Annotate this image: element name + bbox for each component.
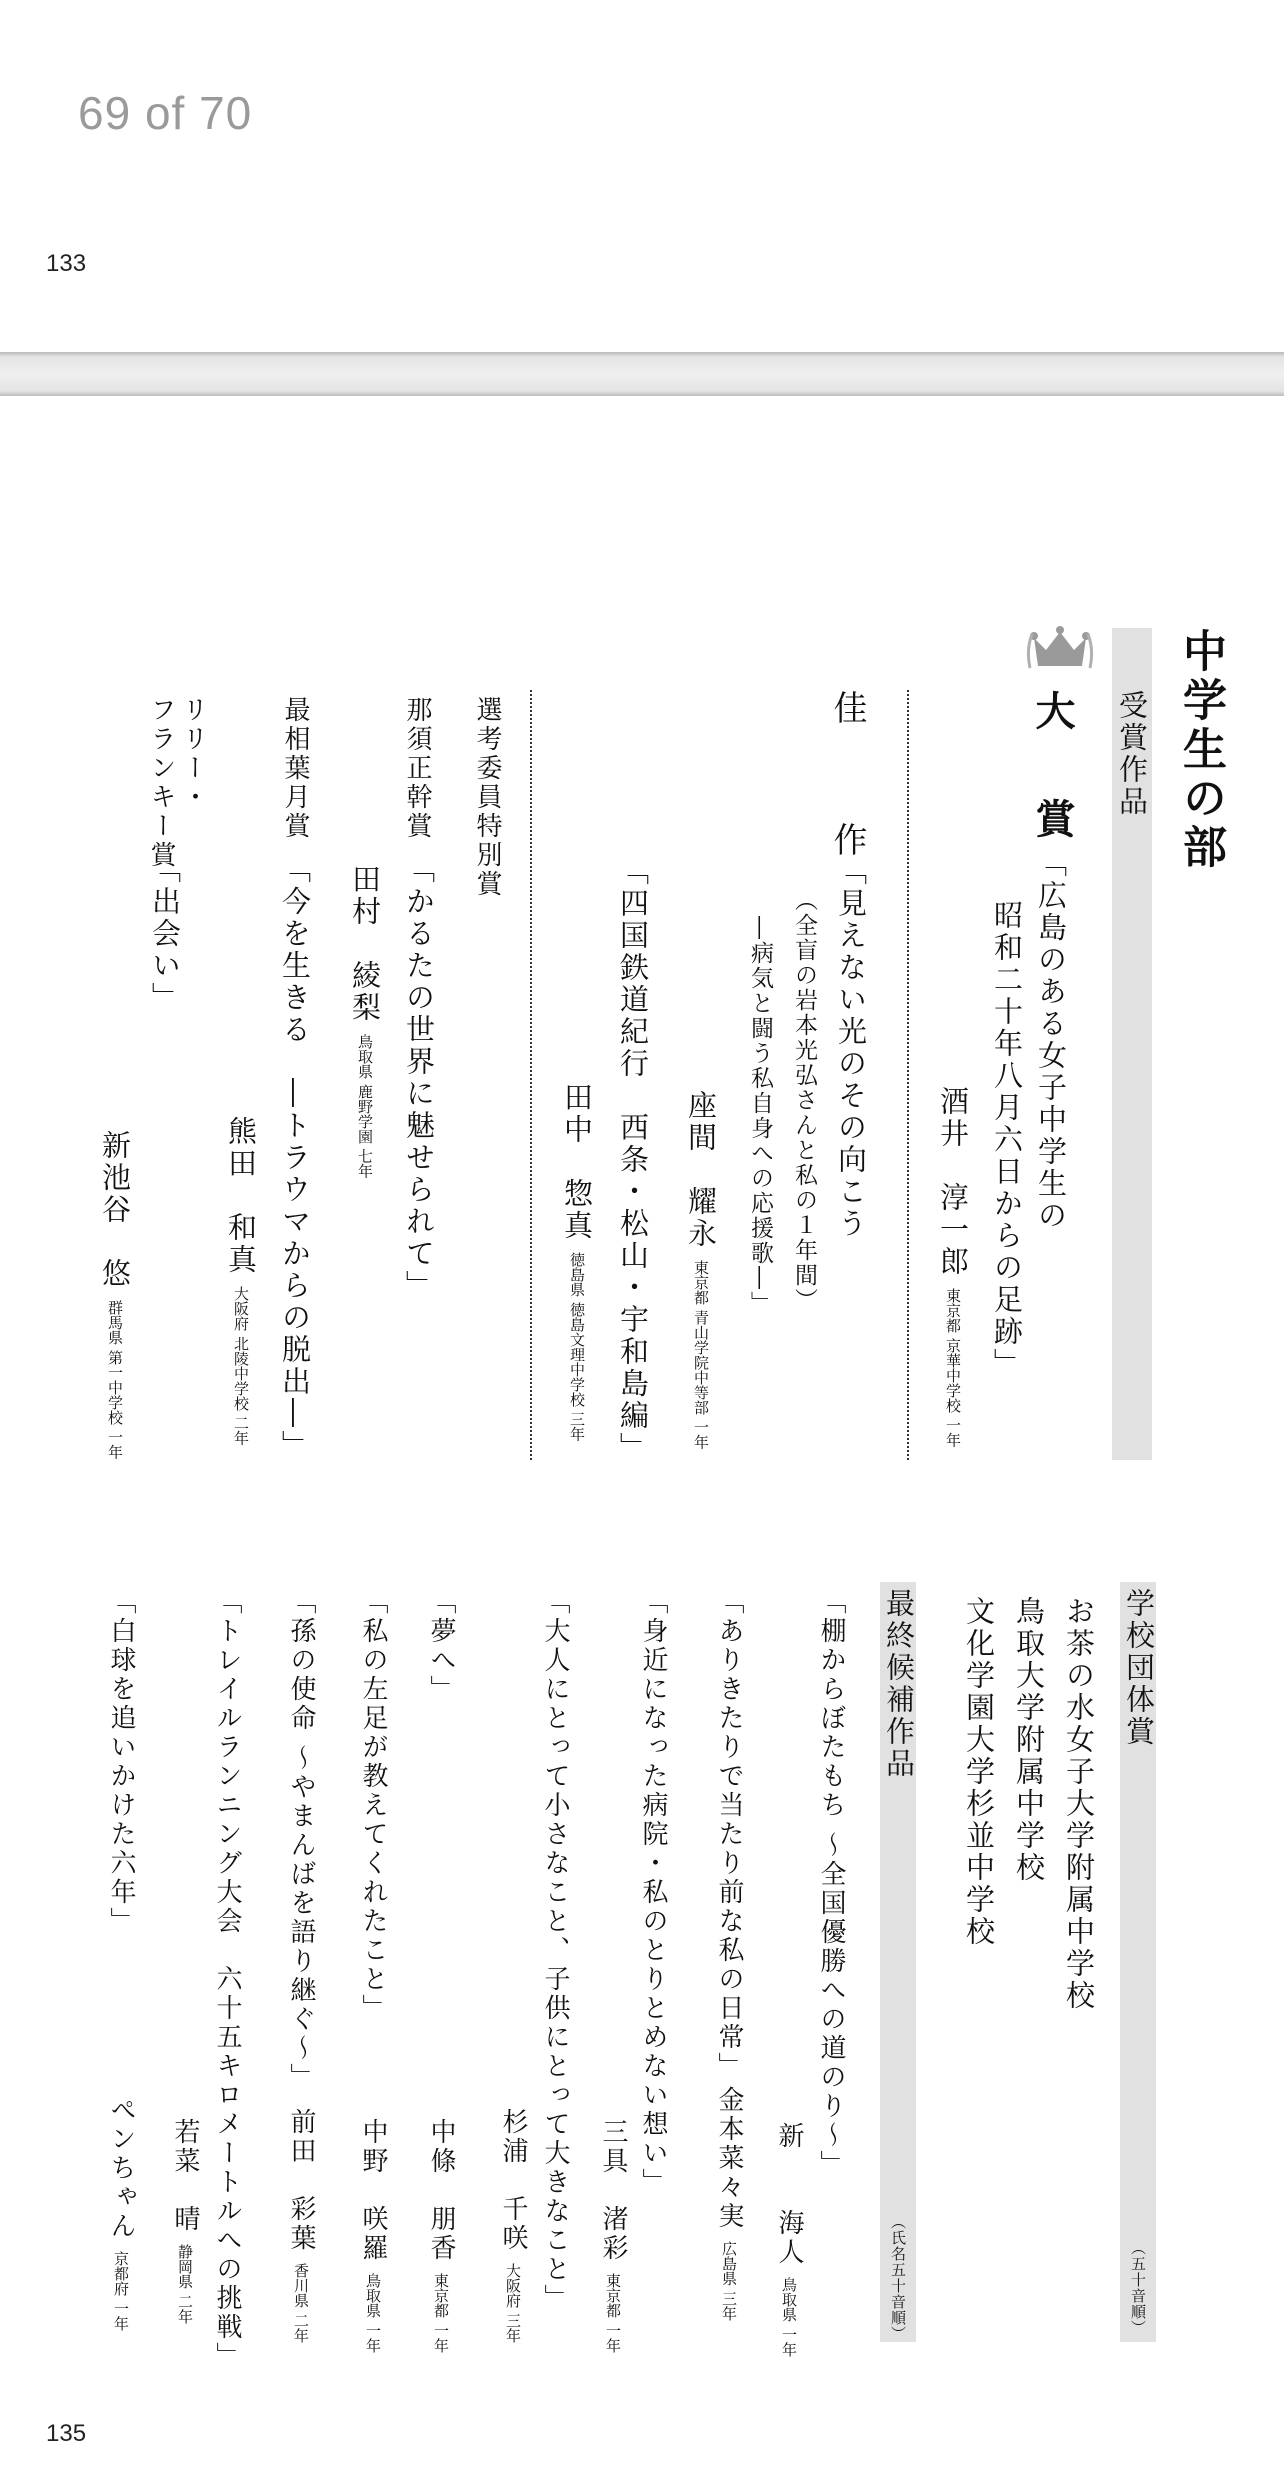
nasu-award-author [348, 864, 382, 1179]
finalist-author-4 [500, 2108, 526, 2343]
finalist-affiliation-5: 東京都 一年 [432, 2273, 450, 2353]
honorable-label: 佳 作 [827, 690, 867, 866]
finalist-affiliation-4: 大阪府 三年 [504, 2263, 522, 2343]
finalist-affiliation-1: 鳥取県 一年 [780, 2277, 798, 2357]
finalist-author-1-name: 新 海人 [774, 2122, 804, 2267]
page-counter: 69 of 70 [78, 87, 253, 139]
finalist-title-8: 「トレイルランニング大会 六十五キロメートルへの挑戦」 [212, 1588, 242, 2371]
nasu-award-author-name: 田村 綾梨 [348, 864, 382, 1024]
honorable-affiliation-1: 東京都 青山学院中等部 一年 [692, 1260, 710, 1450]
honorable-author-2 [560, 1082, 594, 1442]
finalist-author-9-name: ぺンちゃん [106, 2096, 136, 2241]
section-title: 中学生の部 [1175, 628, 1226, 873]
finalist-affiliation-2: 広島県 三年 [720, 2241, 738, 2321]
dotted-separator-1 [907, 690, 909, 1460]
page-number-top: 133 [46, 250, 87, 277]
finalist-title-9: 「白球を追いかけた六年」 [106, 1588, 136, 1936]
finalist-affiliation-3: 東京都 一年 [604, 2273, 622, 2353]
finalist-order-note: （氏名五十音順） [889, 2214, 907, 2342]
finalist-title-6: 「私の左足が教えてくれたこと」 [358, 1588, 388, 2023]
finalist-author-8-name: 若菜 晴 [170, 2118, 200, 2234]
lily-award-title: 「出会い」 [148, 854, 182, 1014]
aiba-award-author [224, 1116, 258, 1446]
aiba-award-author-name: 熊田 和真 [224, 1116, 258, 1276]
finalist-author-1 [776, 2122, 802, 2357]
finalist-author-8 [172, 2118, 198, 2324]
lily-award-author-name: 新池谷 悠 [98, 1130, 132, 1290]
lily-award-affiliation: 群馬県 第一中学校 一年 [106, 1300, 124, 1460]
finalist-title-5: 「夢へ」 [426, 1588, 456, 1704]
finalist-affiliation-6: 鳥取県 一年 [364, 2273, 382, 2353]
honorable-author-1 [684, 1090, 718, 1450]
lily-award-label-2: フランキー賞 [146, 696, 176, 870]
honorable-author-2-name: 田中 惣真 [560, 1082, 594, 1242]
finalist-title-1: 「棚からぼたもち 〜全国優勝への道のり〜」 [816, 1588, 846, 2180]
honorable-author-1-name: 座間 耀永 [684, 1090, 718, 1250]
honorable-affiliation-2: 徳島県 徳島文理中学校 三年 [568, 1252, 586, 1442]
school-3: 文化学園大学杉並中学校 [962, 1596, 996, 1948]
nasu-award-affiliation: 鳥取県 鹿野学園 七年 [356, 1034, 374, 1179]
school-1: お茶の水女子大学附属中学校 [1062, 1596, 1096, 2012]
finalist-author-3 [600, 2118, 626, 2353]
grand-prize-author [936, 1086, 970, 1448]
nasu-award-title: 「かるたの世界に魅せられて」 [402, 854, 436, 1302]
awarded-label: 受賞作品 [1115, 690, 1149, 818]
school-award-label: 学校団体賞 [1122, 1588, 1156, 1748]
finalist-author-6-name: 中野 咲羅 [358, 2118, 388, 2263]
finalist-author-6 [360, 2118, 386, 2353]
finalist-title-3: 「身近になった病院・私のとりとめない想い」 [638, 1588, 668, 2197]
honorable-subtitle-2: ―病気と闘う私自身への応援歌―」 [747, 916, 773, 1316]
school-order-note: （五十音順） [1129, 2240, 1147, 2336]
finalist-author-2 [716, 2086, 742, 2321]
aiba-award-affiliation: 大阪府 北陵中学校 二年 [232, 1286, 250, 1446]
finalist-author-4-name: 杉浦 千咲 [498, 2108, 528, 2253]
school-2: 鳥取大学附属中学校 [1012, 1596, 1046, 1884]
aiba-award-label: 最相葉月賞 [280, 696, 310, 841]
grand-prize-affiliation: 東京都 京華中学校 一年 [944, 1288, 962, 1448]
lily-award-label-1: リリー・ [178, 696, 208, 812]
grand-prize-label: 大 賞 [1029, 690, 1076, 852]
honorable-title-2: 「四国鉄道紀行 西条・松山・宇和島編」 [616, 856, 650, 1464]
committee-special-label: 選考委員特別賞 [472, 696, 502, 899]
crown-icon [1024, 620, 1096, 672]
finalist-affiliation-7: 香川県 二年 [292, 2263, 310, 2343]
lily-award-author [98, 1130, 132, 1460]
finalist-affiliation-8: 静岡県 二年 [176, 2244, 194, 2324]
finalist-author-7-name: 前田 彩葉 [286, 2108, 316, 2253]
finalist-affiliation-9: 京都府 一年 [112, 2251, 130, 2331]
page-divider [0, 352, 1284, 396]
dotted-separator-2 [530, 690, 532, 1460]
finalist-title-2: 「ありきたりで当たり前な私の日常」 [714, 1588, 744, 2081]
grand-prize-title-1: 「広島のある女子中学生の [1034, 848, 1068, 1232]
finalist-label: 最終候補作品 [882, 1588, 916, 1780]
finalist-author-5 [428, 2118, 454, 2353]
honorable-title-1: 「見えない光のその向こう [834, 856, 868, 1240]
finalist-author-9 [108, 2096, 134, 2331]
page-number-bottom: 135 [46, 2420, 87, 2447]
nasu-award-label: 那須正幹賞 [402, 696, 432, 841]
finalist-author-5-name: 中條 朋香 [426, 2118, 456, 2263]
finalist-author-2-name: 金本菜々実 [714, 2086, 744, 2231]
finalist-author-3-name: 三具 渚彩 [598, 2118, 628, 2263]
finalist-author-7 [288, 2108, 314, 2343]
honorable-subtitle-1: （全盲の岩本光弘さんと私の１年間） [791, 888, 817, 1313]
grand-prize-title-2: 昭和二十年八月六日からの足跡」 [990, 900, 1024, 1380]
aiba-award-title: 「今を生きる ―トラウマからの脱出―」 [278, 854, 312, 1462]
finalist-title-7: 「孫の使命 〜やまんばを語り継ぐ〜」 [286, 1588, 316, 2093]
finalist-title-4: 「大人にとって小さなこと、子供にとって大きなこと」 [540, 1588, 570, 2313]
grand-prize-author-name: 酒井 淳一郎 [936, 1086, 970, 1278]
